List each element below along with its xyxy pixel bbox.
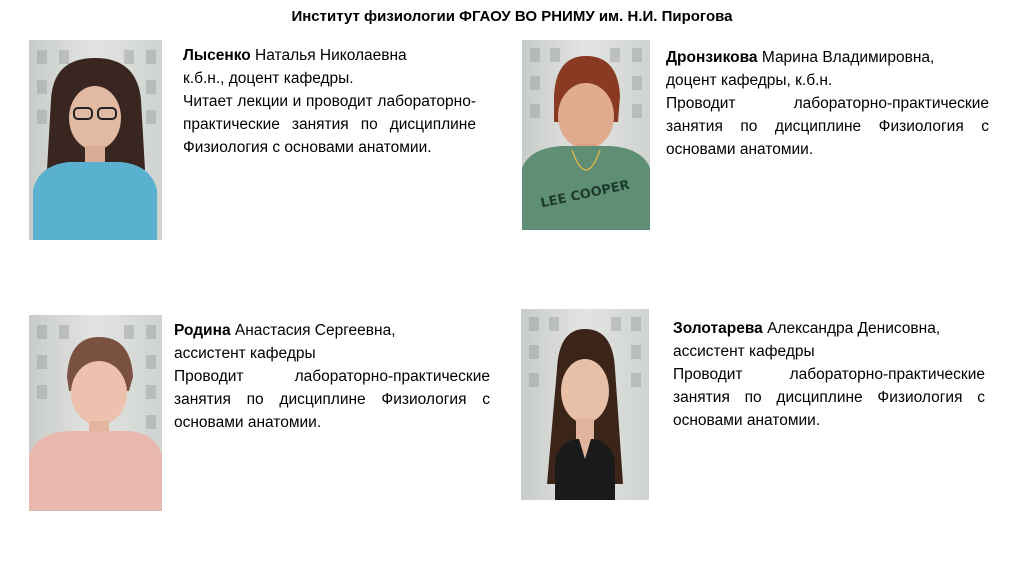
staff-given-names: Анастасия Сергеевна, (230, 322, 396, 339)
staff-given-names: Марина Владимировна, (757, 49, 935, 66)
staff-description: Читает лекции и проводит лабораторно-практические занятия по дисциплине Физиология с основами анатомии. (183, 93, 476, 156)
page-title: Институт физиологии ФГАОУ ВО РНИМУ им. Н.И. Пирогова (291, 8, 733, 25)
staff-position: ассистент кафедры (673, 343, 815, 360)
staff-card (174, 319, 490, 434)
staff-surname: Золотарева (673, 320, 763, 337)
staff-card (183, 44, 476, 159)
staff-description: Проводит лабораторно-практические занятия по дисциплине Физиология с основами анатомии. (174, 368, 490, 431)
staff-surname: Родина (174, 322, 231, 339)
staff-position: доцент кафедры, к.б.н. (666, 72, 833, 89)
staff-surname: Лысенко (183, 47, 251, 64)
staff-card (673, 317, 985, 432)
staff-position: к.б.н., доцент кафедры. (183, 70, 354, 87)
staff-photo (29, 40, 162, 240)
staff-description: Проводит лабораторно-практические занятия по дисциплине Физиология с основами анатомии. (673, 366, 985, 429)
staff-position: ассистент кафедры (174, 345, 316, 362)
staff-card (666, 46, 989, 161)
staff-photo (522, 40, 650, 230)
staff-given-names: Александра Денисовна, (762, 320, 941, 337)
staff-surname: Дронзикова (666, 49, 758, 66)
shirt-print: LEE COOPER (539, 177, 632, 212)
staff-given-names: Наталья Николаевна (250, 47, 407, 64)
staff-description: Проводит лабораторно-практические занятия по дисциплине Физиология с основами анатомии. (666, 95, 989, 158)
staff-photo (521, 309, 649, 500)
staff-photo (29, 315, 162, 511)
